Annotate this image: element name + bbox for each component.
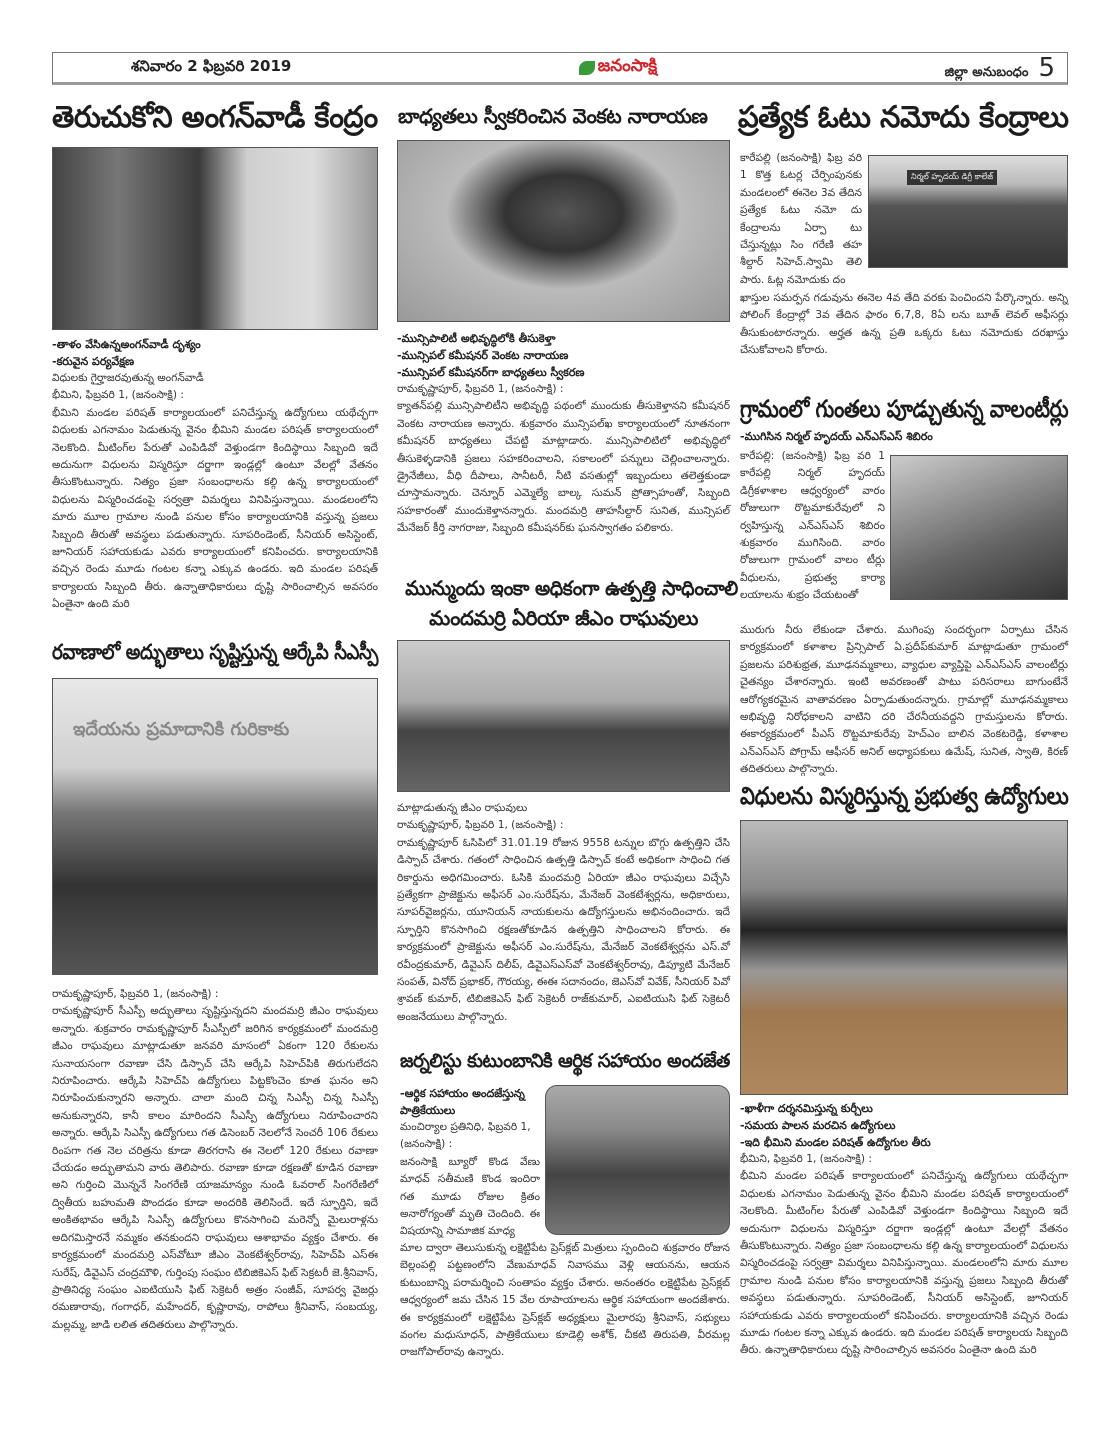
photo-volunteers <box>890 455 1068 600</box>
photo-caption: మాట్లాడుతున్న జీఎం రాఘవులు <box>397 802 528 814</box>
headline-venkata-narayana: బాధ్యతలు స్వీకరించిన వెంకట నారాయణ <box>398 104 708 128</box>
photo-gm-meeting <box>397 640 730 792</box>
article-lead: జనంసాక్షి బ్యూరో కొండ వేణు మాధవ్ సతీమణి కొండ ఇందిరా గత మూడు రోజుల క్రితం అనారోగ్యంతో మృతి చెందింది. ఈ విషయాన్ని సామాజిక మాధ్య <box>400 1155 540 1238</box>
subheading: -మున్సిపల్ కమీషనర్ వెంకట నారాయణ <box>397 349 569 362</box>
subheading: -ఆర్థిక సహాయం అందజేస్తున్న <box>400 1087 525 1100</box>
subheading: -తాళం వేసిఉన్నఅంగన్‌వాడీ దృశ్యం <box>52 338 201 351</box>
subheading: పాత్రికేయులు <box>400 1104 456 1117</box>
dateline: రామకృష్ణాపూర్, ఫిబ్రవరి 1, (జనంసాక్షి) : <box>397 819 564 832</box>
article-lead: కారేపల్లి: (జనంసాక్షి) ఫిబ్ర వరి 1 కారేపల్లి నిర్మల్ హృదయ్ డిగ్రీకళాశాల ఆధ్వర్యంలో వారం రోజులుగా రొట్టమాకురేవులో ని ర్వహిస్తున్న ఎన్ఎస్ఎస్ శిబిరం శుక్రవారం ముగిసింది. వారం రోజులుగా గ్రామంలో వాలం టీర్లు వీధులను, ప్రభుత్వ కార్యా లయాలను శుభ్రం చేయటంతో <box>740 450 885 602</box>
photo-anganwadi <box>52 147 378 330</box>
article-body: మాల ద్వారా తెలుసుకున్న లక్షెట్టిపేట ప్రెస్‌క్లబ్ మిత్రులు స్పందించి శుక్రవారం రోజున బెల్లంపల్లి పట్టణంలోని వేణుమాధవ్ నివాసము వెళ్లి ఆయనను, ఆయన కుటుంబాన్ని పరామర్శించి సంతాపం వ్యక్తం చేశారు. అనంతరం లక్షెట్టిపేట ప్రెస్‌క్లబ్ ఆధ్వర్యంలో జమ చేసిన 15 వేల రూపాయాలను ఆర్థిక సహాయంగా అందజేశారు. ఈ కార్యక్రమంలో లక్షెట్టిపేట ప్రెస్‌క్లబ్ అధ్యక్షులు మైలారపు శ్రీనివాస్, సభ్యులు వంగల మధుసూధన్, పాత్రికేయులు కూడెల్లి అశోక్, చీకటి తిరుపతి, వీరమల్ల రాజగోపాల్‌రావు ఉన్నారు. <box>400 1242 730 1359</box>
leaf-icon <box>579 61 595 75</box>
dateline: రామకృష్ణాపూర్, ఫిబ్రవరి 1, (జనంసాక్షి) : <box>52 988 219 1000</box>
dateline: భీమిని, ఫిబ్రవరి 1, (జనంసాక్షి) : <box>740 1153 872 1165</box>
article-body: రామకృష్ణాపూర్ సీఎస్పీ అద్భుతాలు సృష్టిస్తున్నదని మందమర్రి జీఎం రాఘవులు అన్నారు. శుక్రవారం రామకృష్ణాపూర్ సీఎస్పీలో జరిగిన కార్యక్రమంలో మందమర్రి జీఎం రాఘవులు మాట్లాడుతూ జనవరి మాసంలో ఏకంగా 120 రేకులను సునాయసంగా రవాణా చేసి డిస్పాచ్ చేసి ఆర్కేపి సిహెచ్‌పికి తిరుగులేదని నిరూపించారు. ఆర్కేపి సిహెచ్‌పి ఉద్యోగులు పిట్టకొంచెం కూత ఘనం అని నిరూపించుకున్నారని అన్నారు. చాలా మంది చిన్న సిఎస్పీ చిన్న సిఎస్పీ అనుకున్నారని, కానీ కాలం మారిందని సీఎస్పీ ఉద్యోగులు నిరూపించారని అన్నారు. ఆర్కేపి సిఎస్పీ ఉద్యోగులు గత డిసెంబర్ నెలలోనే సెంచరీ 106 రేకులు రింపగా గత నెల చరిత్రను కూడా తిరగరాసి ఈ నెలలో 120 రేకులు రవాణా చేయడం అద్భుతామని వారు తెలిపారు. రవాణా కూడా రక్షణతో కూడిన రవాణా అని గుర్తించి మొన్ననే సింగరేణి యాజమాన్యం నుండి ఓవరాల్ సింగరేణిలో ద్వితీయ బహుమతి పొందడం కూడా అందరికి తెలిసిందే. ఇదే స్ఫూర్తిని, ఇదే అంకితభావం ఆర్కేపి సిఎస్పీ ఉద్యోగులు కొనసాగించి మరెన్నో మైలురాళ్లను అదిగమిస్తారనే నమ్మకం తనకుందని రాఘవులు ఆశాభావం వ్యక్తం చేశారు. ఈ కార్యక్రమంలో మందమర్రి ఎస్‌వోటూ జీఎం వెంకటేశ్వర్‌రావు, సిహెచ్‌పి ఎస్ఈ సురేష్, డివైఎస్ చంద్రమౌళి, గుర్తింపు సంఘం టిబిజికెఎస్ ఫిట్ సెక్రటరీ జె.శ్రీనివాస్, ప్రాతినిధ్య సంఘం ఎఐటియుసి ఫిట్ సెక్రెటరీ అత్రం సంజీవ్, సూపర్వ వైజర్లు రమణారావు, గంగాధర్, మహేందర్, కృష్ణారావు, రాపోలు శ్రీనివాస్, సంబయ్య, మల్లమ్మ, జాడి లలిత తదితరులు పాల్గొన్నారు. <box>52 1005 378 1331</box>
photo-voter-centre <box>868 155 1068 268</box>
article-body: ఖాస్తుల సమర్పన గడువును ఈనెల 4వ తేది వరకు పెంచిందని పేర్కొన్నారు. అన్ని పోలింగ్ కేంద్రాల్లో 3వ తేదిన ఫారం 6,7,8, 8ఏ లను బూత్ లెవల్ అఫీసర్లు తీసుకుంటారన్నారు. అర్హత ఉన్న ప్రతి ఒక్కరు ఓటు నమోదుకు దరఖాస్తు చేసుకోవాలని కోరారు. <box>740 292 1068 357</box>
article-body: భీమిని మండల పరిషత్ కార్యాలయంలో పనిచేస్తున్న ఉద్యోగులు యథేచ్ఛగా విధులకు ఎగనామం పెడుతున్న వైనం భీమిని మండల పరిషత్ కార్యాలయంలో నెలకొంది. మీటింగ్‌ల పేరుతో ఎంపిడివో వెళ్తుండగా కిందిస్థాయి సిబ్బంది ఇదే అదునుగా విధులను విస్మరిస్తూ దర్జాగా ఇండ్లల్లో ఉంటూ వేలల్లో వేతనం తీసుకొంటున్నారు. నిత్యం ప్రజా సంబంధాలను కల్గి ఉన్న కార్యాలయంలో విధులను విస్మరించడంపై సర్వత్రా విమర్శలు వినిపిస్తున్నాయి. మండలంలోని మారు మూల గ్రామాల నుండి పనుల కోసం కార్యాలయానికి వస్తున్న ప్రజలు సిబ్బంది తీరుతో అవస్థలు పడుతున్నారు. సూపరిండెంట్, సీనియర్ అసిస్టెంట్, జూనియర్ సహాయకుడు ఎవరు కార్యాలయంలో కనిపించరు. కార్యాలయానికి వచ్చిన రెండు మూడు గంటల కన్నా ఎక్కువ ఉండరు. ఇది మండల పరిషత్ కార్యాలయ సిబ్బంది తీరు. ఉన్నాతాధికారులు దృష్టి సారించాల్సిన అవసరం ఏంతైనా ఉంది మరి <box>740 1170 1068 1357</box>
dateline: రామకృష్ణాపూర్, ఫిబ్రవరి 1, (జనంసాక్షి) : <box>397 383 564 395</box>
dateline: మంచిర్యాల ప్రతినిధి, ఫిబ్రవరి 1, (జనంసాక్షి) : <box>400 1121 531 1151</box>
headline-employees: విధులను విస్మరిస్తున్న ప్రభుత్వ ఉద్యోగులు <box>740 782 1069 810</box>
issue-date: శనివారం 2 ఫిబ్రవరి 2019 <box>131 56 292 75</box>
subheading: -కరువైన పర్యవేక్షణ <box>52 355 135 368</box>
headline-voter-centres: ప్రత్యేక ఓటు నమోదు కేంద్రాలు <box>738 100 1069 135</box>
subheading: -ఖాళీగా దర్శనమిస్తున్న కుర్చీలు <box>740 1102 873 1115</box>
subheading: -మున్సిపల్ కమీషనర్‌గా బాధ్యతలు స్వీకరణ <box>397 366 585 379</box>
dateline: భీమిని, ఫిబ్రవరి 1, (జనంసాక్షి) : <box>52 389 184 402</box>
subheading: -ముగిసిన నిర్మల్ హృదయ్ ఎన్ఎస్ఎస్ శిబిరం <box>740 430 933 443</box>
headline-rkp-csp: రవాణాలో అద్భుతాలు సృష్టిస్తున్న ఆర్కేపి సీఎస్పీ <box>52 640 378 664</box>
masthead-logo: జనంసాక్షి <box>579 56 657 80</box>
photo-wall-text: ఇదేయను ప్రమాదానికి గురికాకు <box>73 719 290 740</box>
article-body: రామకృష్ణాపూర్ ఓసిపిలో 31.01.19 రోజున 9558 టన్నుల బొగ్గు ఉత్పత్తిని చేసి డిస్పాచ్ చేశారు. గతంలో సాధించిన ఉత్పత్తి డిస్పాచ్ కంటే అధికంగా సాధించి గత రికార్డును అధిగమించారు. ఓసికి మందమర్రి ఏరియా జీఎం రాఘవులు విచ్చేసి ప్రత్యేకగా ప్రాజెక్టును అఫీసర్ ఎం.సురేష్‌ను, మేనేజర్ వెంకటేశ్వర్లను, అధికారులు, సూపర్‌వైజర్లను, యూనియన్ నాయకులను ఉద్యోగస్తులను అభినందించారు. ఇదే స్ఫూర్తిని కొనసాగించి రక్షణతోకూడిన ఉత్పత్తిని సాధించాలని కోరారు. ఈ కార్యక్రమంలో ప్రాజెక్టును అఫీసర్ ఎం.సురేష్‌ను, మేనేజర్ వెంకటేశ్వర్లను ఎస్.వో రవీంద్రకుమార్, డివైఎస్ దిలీప్, డివైఎస్ఎస్‌వో వెంకటేశ్వర్‌రావు, డిప్యూటి మేనేజర్ సంపత్, వినోద్ ప్రభాకర్, గౌరయ్య, ఈఈ సదానందం, జెఎస్‌వో వివేక్, సీనియర్ పివో శ్రావణ్ కుమార్, టిబిజికెఎస్ ఫిట్ సెక్రెటరీ రాజ్‌కుమార్, ఎఐటియుసి ఫిట్ సెక్రెటరీ అంజనేయులు పాల్గొన్నారు. <box>397 836 730 1023</box>
article-body: మురుగు నీరు లేకుండా చేశారు. ముగింపు సందర్భంగా ఏర్పాటు చేసిన కార్యక్రమంలో కళాశాల ప్రిన్సిపాల్ ఏ.ప్రదీప్‌కుమార్ మాట్లాడుతూ గ్రామంలో ప్రజలను పరిశుభ్రత, మూఢనమ్మకాలు, వ్యాధుల వ్యాప్తిపై ఎన్ఎస్ఎస్ వాలంటీర్లు చైతన్యం చేశారన్నారు. ఇంటి అవరణంతో పాటు పరిసరాలు బాగుంటేనే ఆరోగ్యకరమైన వాతావరణం ఏర్పాడుతుందన్నారు. గ్రామాల్లో మూఢనమ్మకాలు అభివృద్ధి నిరోధకాలని వాటిని దరి చేరనీయవద్దని గ్రామస్తులను కోరారు. ఈకార్యక్రమంలో పీఎస్ రొట్టమాకురేవు హెచ్ఎం బాలిన వెంకటరెడ్డి, కళాశాల ఎన్ఎస్ఎస్ పోగ్రామ్ ఆఫీసర్ అనిల్ అధ్యాపకులు ఉమేష్, సునిత, స్వాతి, కిరణ్ తదితరులు పాల్గొన్నారు. <box>740 624 1068 776</box>
photo-rkp-csp <box>52 678 378 975</box>
page-number: 5 <box>1038 52 1055 83</box>
article-body: భీమిని మండల పరిషత్ కార్యాలయంలో పనిచేస్తున్న ఉద్యోగులు యథేచ్ఛగా విధులకు ఎగనామం పెడుతున్న వైనం భీమిని మండల పరిషత్ కార్యాలయంలో నెలకొంది. మీటింగ్‌ల పేరుతో ఎంపిడివో వెళ్తుండగా కిందిస్థాయి సిబ్బంది ఇదే అదునుగా విధులను విస్మరిస్తూ దర్జాగా ఇండ్లల్లో ఉంటూ వేలల్లో వేతనం తీసుకొంటున్నారు. నిత్యం ప్రజా సంబంధాలను కల్గి ఉన్న కార్యాలయంలో విధులను విస్మరించడంపై సర్వత్రా విమర్శలు వినిపిస్తున్నాయి. మండలంలోని మారు మూల గ్రామాల నుండి పనుల కోసం కార్యాలయానికి వస్తున్న ప్రజలు సిబ్బంది తీరుతో అవస్థలు పడుతున్నారు. సూపరిండెంట్, సీనియర్ అసిస్టెంట్, జూనియర్ సహాయకుడు ఎవరు కార్యాలయంలో కనిపించరు. కార్యాలయానికి వచ్చిన రెండు మూడు గంటల కన్నా ఎక్కువ ఉండరు. ఇది మండల పరిషత్ కార్యాలయ సిబ్బంది తీరు. ఉన్నాతాధికారులు దృష్టి సారించాల్సిన అవసరం ఏంతైనా ఉంది మరి <box>52 406 378 611</box>
subheading: -మున్సిపాలిటీ అభివృద్ధిలోకి తీసుకెళ్తా <box>397 332 556 345</box>
photo-empty-chairs <box>740 820 1068 1095</box>
article-body: క్యాతన్‌పల్లి మున్సిపాలిటీని అభివృద్ధి పథంలో ముందుకు తీసుకెళ్తానని కమీషనర్ వెంకట నారాయణ అన్నారు. శుక్రవారం మున్సిపల్‌ఖ కార్యాలయంలో నూతనంగా కమీషనర్ బాధ్యతలు చేపట్టి మాట్లాడారు. మున్సిపాలిటిలో అభివృద్ధిలో తీసుకెళ్ళడానికి ప్రజలు సహకరించాలని, సకాలంలో పన్నులు చెల్లించాలన్నారు. డ్రైనేజీలు, వీధి దీపాలు, సానీటరీ, నీటి వసతుల్లో ఇబ్బందులు తలెత్తకుండా చూస్తామన్నారు. చెన్నూర్ ఎమ్మెల్యే బాల్క సుమన్ ప్రోత్సాహంతో, సిబ్బంది సహకారంతో ముందుకెళ్తానన్నారు. మందమర్రి తాహసీల్దార్ సునిత, మున్సిపల్ మేనేజర్ కీర్తి నాగరాజు, సిబ్బంది కమీషనర్‌కు ఘనస్వాగతం పలికారు. <box>397 400 730 535</box>
page-header <box>52 52 1068 85</box>
article-lead: కారేపల్లి (జనంసాక్షి) ఫిబ్ర వరి 1 కొత్త ఓటర్ల చేర్పింపునకు మండలంలో ఈనెల 3వ తేదిన ప్రత్యేక ఓటు నమో దు కేంద్రాలను ఏర్పా టు చేస్తున్నట్లు సిం గరేణి తహ శీల్దార్ సిహెచ్.స్వామి తెలి పారు. ఓట్ల నమోదుకు దం <box>740 152 862 286</box>
subheading: -సమయ పాలన మరచిన ఉద్యోగులు <box>740 1119 896 1132</box>
photo-commissioner <box>397 140 730 322</box>
headline-anganwadi: తెరుచుకోని అంగన్‌వాడీ కేంద్రం <box>52 100 378 135</box>
section-name: జిల్లా అనుబంధం <box>944 64 1029 80</box>
headline-journalist-aid: జర్నలిస్టు కుటుంబానికి ఆర్థిక సహాయం అందజేత <box>400 1050 730 1072</box>
headline-volunteers: గ్రామంలో గుంతలు పూడ్చుతున్న వాలంటీర్లు <box>740 395 1069 423</box>
subheading: -ఇది భీమిని మండల పరిషత్ ఉద్యోగుల తీరు <box>740 1136 931 1149</box>
photo-banner: నిర్మల్ హృదయ్ డిగ్రీ కాలేజ్ <box>907 170 997 185</box>
photo-journalists <box>545 1085 730 1235</box>
headline-production: మున్ముందు ఇంకా అధికంగా ఉత్పత్తి సాధించాలి మందమర్రి ఏరియా జీఎం రాఘవులు <box>405 576 738 630</box>
lead: విధులకు గైర్హాజరవుతున్న అంగన్‌వాడీ <box>52 372 204 384</box>
